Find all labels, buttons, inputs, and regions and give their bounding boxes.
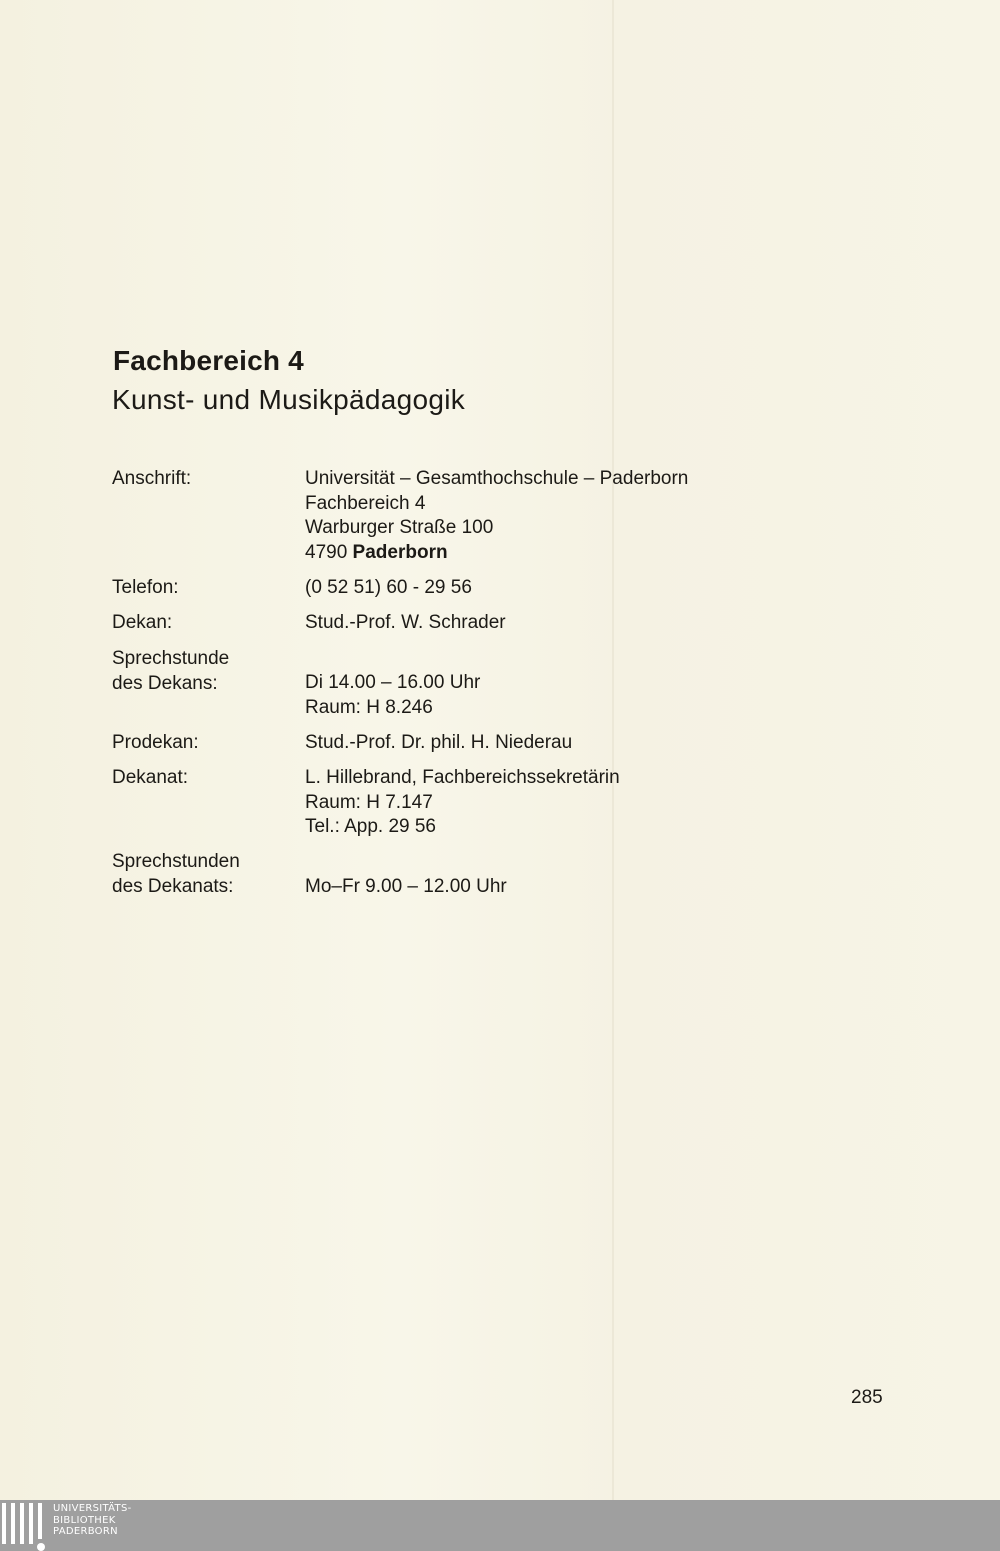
dean-office-section-hours-value: Mo–Fr 9.00 – 12.00 Uhr — [305, 876, 507, 897]
library-logo-text — [53, 1503, 132, 1538]
dean-label: Dekan: — [112, 612, 173, 633]
vice-dean-label: Prodekan: — [112, 732, 199, 753]
page-title: Fachbereich 4 — [113, 345, 304, 376]
dean-office-hours-section-label — [112, 850, 240, 899]
library-footer-bar — [0, 1500, 1000, 1551]
dean-office-phone: Tel.: App. 29 56 — [305, 816, 436, 837]
page-fold-shadow — [612, 0, 614, 1500]
library-logo-line-3: PADERBORN — [53, 1526, 118, 1537]
phone-label: Telefon: — [112, 577, 179, 598]
dean-office-value — [305, 766, 620, 840]
library-logo-icon — [0, 1500, 50, 1551]
dean-value: Stud.-Prof. W. Schrader — [305, 612, 506, 633]
dean-office-hours-label-line-2: des Dekans: — [112, 672, 218, 694]
address-line-2: Fachbereich 4 — [305, 492, 426, 514]
phone-value: (0 52 51) 60 - 29 56 — [305, 577, 472, 598]
address-line-3: Warburger Straße 100 — [305, 517, 494, 538]
library-logo-line-1: UNIVERSITÄTS- — [53, 1503, 132, 1514]
address-line-1: Universität – Gesamthochschule – Paderborn — [305, 468, 689, 489]
library-logo-line-2: BIBLIOTHEK — [53, 1514, 116, 1526]
page-subtitle: Kunst- und Musikpädagogik — [112, 384, 466, 415]
dean-office-hours-room: Raum: H 8.246 — [305, 696, 433, 718]
address-line-4 — [305, 541, 688, 566]
page-number: 285 — [851, 1387, 883, 1408]
address-city: Paderborn — [352, 541, 448, 563]
dean-office-section-label-line-2: des Dekanats: — [112, 875, 234, 897]
dean-office-room: Raum: H 7.147 — [305, 791, 433, 813]
dean-office-section-label-line-1: Sprechstunden — [112, 851, 240, 872]
dean-office-hours-time: Di 14.00 – 16.00 Uhr — [305, 672, 481, 693]
postal-code: 4790 — [305, 541, 353, 563]
dean-office-hours-label-line-1: Sprechstunde — [112, 648, 230, 669]
dean-office-label: Dekanat: — [112, 767, 189, 788]
address-label: Anschrift: — [112, 468, 192, 489]
dean-office-hours-value — [305, 671, 480, 720]
dean-office-secretary: L. Hillebrand, Fachbereichssekretärin — [305, 767, 620, 788]
vice-dean-value: Stud.-Prof. Dr. phil. H. Niederau — [305, 732, 573, 753]
address-value — [305, 467, 688, 565]
dean-office-hours-label — [112, 647, 229, 696]
